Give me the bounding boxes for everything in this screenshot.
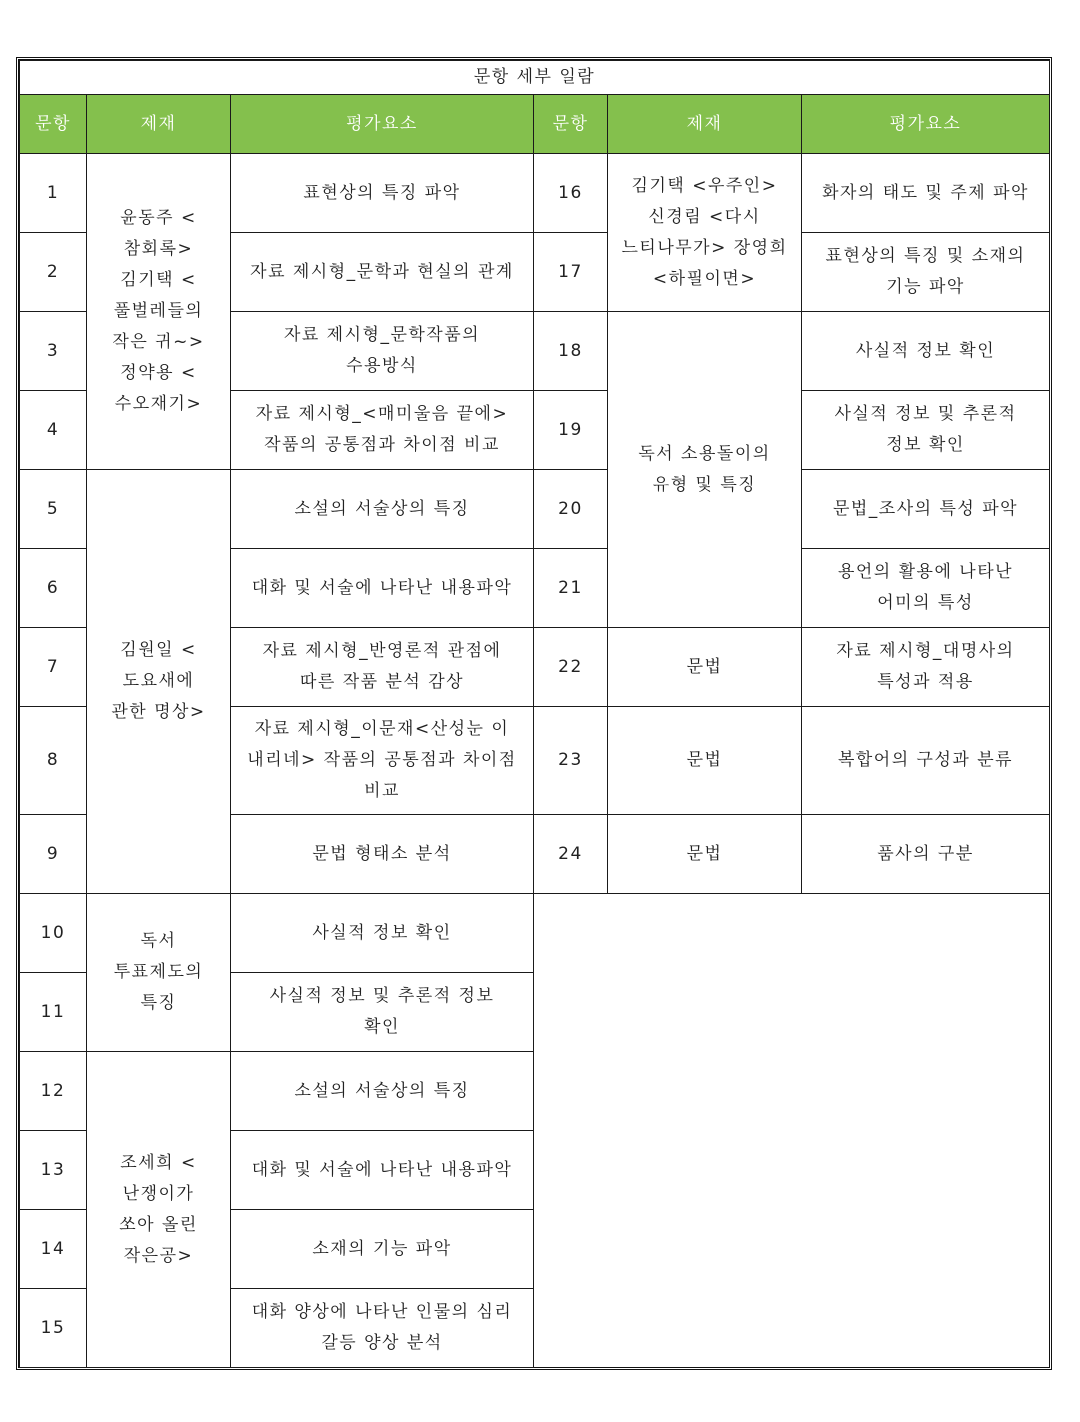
item-num: 20 — [534, 470, 608, 549]
empty-area — [534, 894, 1050, 1368]
subject-cell: 김원일 <도요새에 관한 명상> — [87, 470, 231, 894]
item-num: 21 — [534, 549, 608, 628]
table-row — [20, 894, 1050, 973]
element-cell: 사실적 정보 및 추론적 정보 확인 — [231, 973, 534, 1052]
header-row — [20, 95, 1050, 154]
header-num-left: 문항 — [20, 95, 87, 154]
subject-cell: 독서 소용돌이의 유형 및 특징 — [608, 312, 802, 628]
element-cell: 대화 및 서술에 나타난 내용파악 — [231, 549, 534, 628]
table-row — [20, 470, 1050, 549]
table-title: 문항 세부 일람 — [20, 61, 1050, 95]
item-num: 7 — [20, 628, 87, 707]
item-num: 5 — [20, 470, 87, 549]
item-num: 17 — [534, 233, 608, 312]
element-cell: 용언의 활용에 나타난 어미의 특성 — [802, 549, 1050, 628]
element-cell: 자료 제시형_<매미울음 끝에> 작품의 공통점과 차이점 비교 — [231, 391, 534, 470]
item-num: 15 — [20, 1289, 87, 1368]
item-num: 4 — [20, 391, 87, 470]
item-num: 1 — [20, 154, 87, 233]
element-cell: 화자의 태도 및 주제 파악 — [802, 154, 1050, 233]
item-detail-table — [19, 60, 1050, 1368]
element-cell: 자료 제시형_문학작품의 수용방식 — [231, 312, 534, 391]
header-subject-left: 제재 — [87, 95, 231, 154]
element-cell: 표현상의 특징 및 소재의 기능 파악 — [802, 233, 1050, 312]
element-cell: 자료 제시형_이문재<산성눈 이 내리네> 작품의 공통점과 차이점 비교 — [231, 707, 534, 815]
item-num: 16 — [534, 154, 608, 233]
item-num: 2 — [20, 233, 87, 312]
item-num: 19 — [534, 391, 608, 470]
header-subject-right: 제재 — [608, 95, 802, 154]
element-cell: 소재의 기능 파악 — [231, 1210, 534, 1289]
element-cell: 대화 양상에 나타난 인물의 심리 갈등 양상 분석 — [231, 1289, 534, 1368]
subject-cell: 조세희 <난쟁이가 쏘아 올린 작은공> — [87, 1052, 231, 1368]
item-num: 6 — [20, 549, 87, 628]
element-cell: 자료 제시형_문학과 현실의 관계 — [231, 233, 534, 312]
element-cell: 문법_조사의 특성 파악 — [802, 470, 1050, 549]
item-num: 9 — [20, 815, 87, 894]
element-cell: 자료 제시형_대명사의 특성과 적용 — [802, 628, 1050, 707]
item-num: 18 — [534, 312, 608, 391]
table-row — [20, 154, 1050, 233]
element-cell: 소설의 서술상의 특징 — [231, 1052, 534, 1131]
header-element-right: 평가요소 — [802, 95, 1050, 154]
subject-cell: 김기택 <우주인> 신경림 <다시 느티나무가> 장영희 <하필이면> — [608, 154, 802, 312]
element-cell: 표현상의 특징 파악 — [231, 154, 534, 233]
subject-cell: 문법 — [608, 815, 802, 894]
element-cell: 자료 제시형_반영론적 관점에 따른 작품 분석 감상 — [231, 628, 534, 707]
element-cell: 사실적 정보 및 추론적 정보 확인 — [802, 391, 1050, 470]
item-num: 12 — [20, 1052, 87, 1131]
element-cell: 문법 형태소 분석 — [231, 815, 534, 894]
header-num-right: 문항 — [534, 95, 608, 154]
element-cell: 복합어의 구성과 분류 — [802, 707, 1050, 815]
element-cell: 품사의 구분 — [802, 815, 1050, 894]
item-num: 11 — [20, 973, 87, 1052]
header-element-left: 평가요소 — [231, 95, 534, 154]
item-num: 22 — [534, 628, 608, 707]
element-cell: 소설의 서술상의 특징 — [231, 470, 534, 549]
subject-cell: 윤동주 <참회록> 김기택 <풀벌레들의 작은 귀~> 정약용 <수오재기> — [87, 154, 231, 470]
item-num: 8 — [20, 707, 87, 815]
item-num: 23 — [534, 707, 608, 815]
element-cell: 사실적 정보 확인 — [802, 312, 1050, 391]
item-num: 14 — [20, 1210, 87, 1289]
subject-cell: 문법 — [608, 628, 802, 707]
element-cell: 대화 및 서술에 나타난 내용파악 — [231, 1131, 534, 1210]
item-num: 10 — [20, 894, 87, 973]
item-num: 24 — [534, 815, 608, 894]
element-cell: 사실적 정보 확인 — [231, 894, 534, 973]
subject-cell: 문법 — [608, 707, 802, 815]
item-num: 3 — [20, 312, 87, 391]
subject-cell: 독서 투표제도의 특징 — [87, 894, 231, 1052]
item-num: 13 — [20, 1131, 87, 1210]
